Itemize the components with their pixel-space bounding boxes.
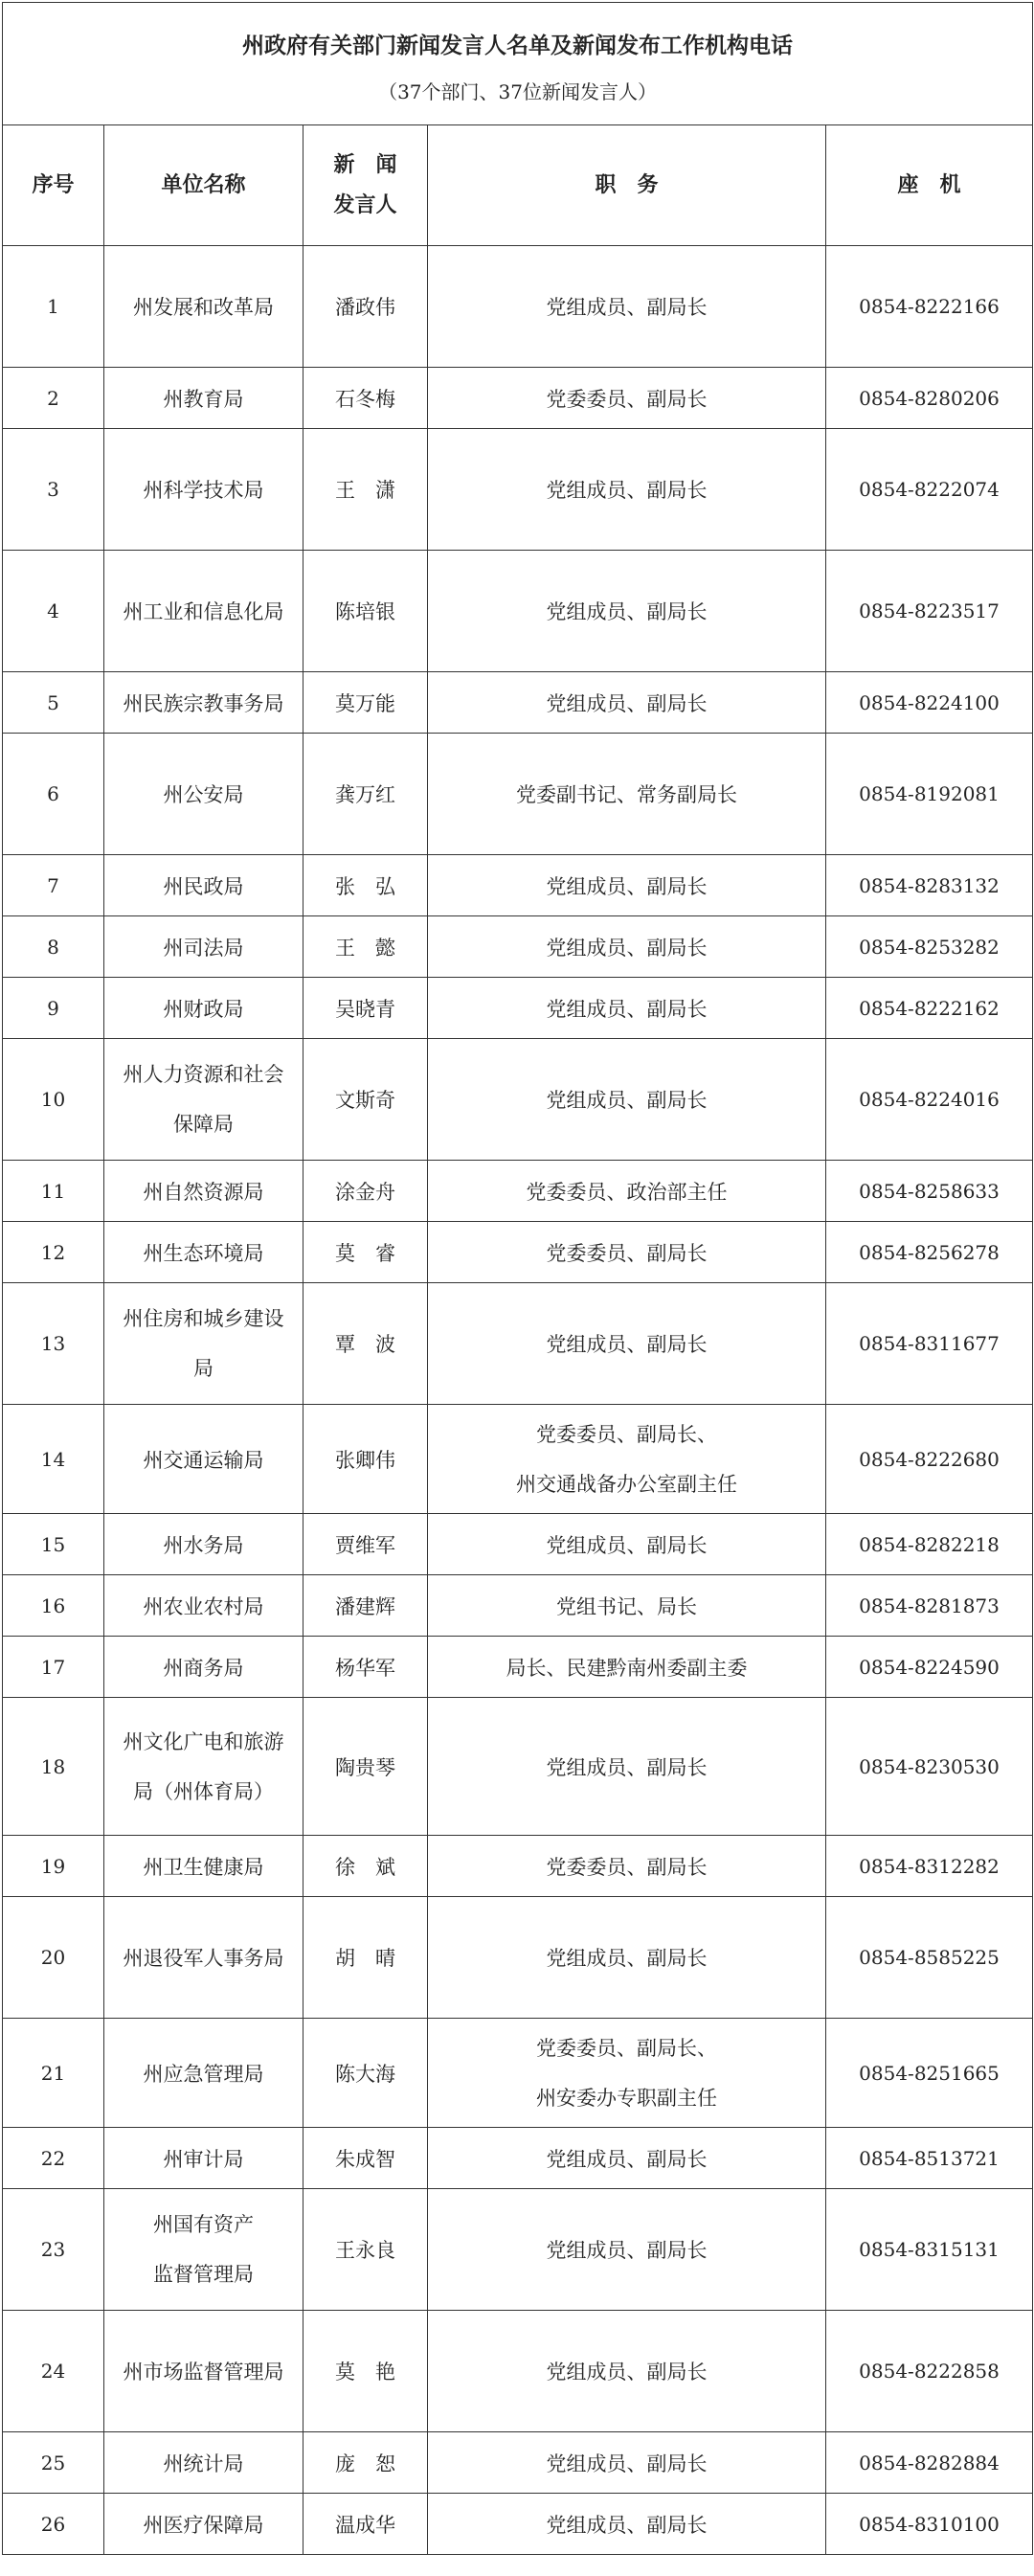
row-spokesperson: 莫 艳 xyxy=(303,2311,428,2432)
row-spokesperson: 张 弘 xyxy=(303,855,428,916)
row-index: 11 xyxy=(3,1161,104,1222)
row-phone: 0854-8258633 xyxy=(826,1161,1033,1222)
table-row xyxy=(3,2189,1033,2311)
row-position: 党组成员、副局长 xyxy=(428,429,826,551)
row-position-line: 州安委办专职副主任 xyxy=(536,2086,717,2110)
row-unit-line: 州人力资源和社会 xyxy=(123,1063,284,1086)
row-phone: 0854-8253282 xyxy=(826,916,1033,978)
row-spokesperson: 涂金舟 xyxy=(303,1161,428,1222)
row-index: 26 xyxy=(3,2494,104,2555)
row-phone: 0854-8280206 xyxy=(826,368,1033,429)
row-unit: 州交通运输局 xyxy=(104,1405,303,1514)
row-phone: 0854-8282884 xyxy=(826,2432,1033,2494)
header-index: 序号 xyxy=(3,125,104,246)
row-spokesperson: 陶贵琴 xyxy=(303,1698,428,1836)
table-row xyxy=(3,429,1033,551)
row-position: 党委委员、政治部主任 xyxy=(428,1161,826,1222)
row-position: 党组成员、副局长 xyxy=(428,2189,826,2311)
title-row xyxy=(3,3,1033,125)
row-index: 6 xyxy=(3,734,104,855)
table-row xyxy=(3,2311,1033,2432)
row-unit xyxy=(104,2189,303,2311)
row-index: 20 xyxy=(3,1897,104,2019)
row-position-line: 党委委员、副局长、 xyxy=(536,2036,717,2060)
table-row xyxy=(3,1283,1033,1405)
row-unit: 州水务局 xyxy=(104,1514,303,1575)
row-unit-line: 监督管理局 xyxy=(153,2263,254,2286)
table-row xyxy=(3,1405,1033,1514)
row-phone: 0854-8310100 xyxy=(826,2494,1033,2555)
row-index: 2 xyxy=(3,368,104,429)
row-spokesperson: 莫 睿 xyxy=(303,1222,428,1283)
row-unit: 州应急管理局 xyxy=(104,2019,303,2128)
row-position xyxy=(428,1405,826,1514)
row-spokesperson: 温成华 xyxy=(303,2494,428,2555)
row-position-line: 州交通战备办公室副主任 xyxy=(516,1472,737,1496)
row-spokesperson: 陈培银 xyxy=(303,551,428,672)
row-phone: 0854-8192081 xyxy=(826,734,1033,855)
row-index: 24 xyxy=(3,2311,104,2432)
row-unit xyxy=(104,1283,303,1405)
row-phone: 0854-8222166 xyxy=(826,246,1033,368)
row-position: 党委副书记、常务副局长 xyxy=(428,734,826,855)
row-index: 25 xyxy=(3,2432,104,2494)
table-row xyxy=(3,246,1033,368)
row-phone: 0854-8222680 xyxy=(826,1405,1033,1514)
row-spokesperson: 文斯奇 xyxy=(303,1039,428,1161)
row-unit: 州生态环境局 xyxy=(104,1222,303,1283)
row-unit: 州发展和改革局 xyxy=(104,246,303,368)
row-phone: 0854-8223517 xyxy=(826,551,1033,672)
row-unit: 州医疗保障局 xyxy=(104,2494,303,2555)
row-position-line: 党委委员、副局长、 xyxy=(536,1422,717,1446)
row-index: 16 xyxy=(3,1575,104,1637)
table-row xyxy=(3,1514,1033,1575)
row-index: 17 xyxy=(3,1637,104,1698)
row-unit: 州自然资源局 xyxy=(104,1161,303,1222)
row-position xyxy=(428,2019,826,2128)
row-index: 3 xyxy=(3,429,104,551)
row-phone: 0854-8224590 xyxy=(826,1637,1033,1698)
row-unit-line: 保障局 xyxy=(173,1113,234,1136)
row-unit: 州退役军人事务局 xyxy=(104,1897,303,2019)
table-row xyxy=(3,2019,1033,2128)
row-spokesperson: 吴晓青 xyxy=(303,978,428,1039)
row-spokesperson: 潘建辉 xyxy=(303,1575,428,1637)
row-phone: 0854-8283132 xyxy=(826,855,1033,916)
row-phone: 0854-8311677 xyxy=(826,1283,1033,1405)
table-row xyxy=(3,1637,1033,1698)
table-row xyxy=(3,2432,1033,2494)
row-position: 党组成员、副局长 xyxy=(428,551,826,672)
row-position: 党委委员、副局长 xyxy=(428,1222,826,1283)
row-index: 12 xyxy=(3,1222,104,1283)
row-position: 局长、民建黔南州委副主委 xyxy=(428,1637,826,1698)
row-spokesperson: 陈大海 xyxy=(303,2019,428,2128)
row-position: 党组成员、副局长 xyxy=(428,2494,826,2555)
row-unit: 州司法局 xyxy=(104,916,303,978)
row-unit: 州工业和信息化局 xyxy=(104,551,303,672)
row-spokesperson: 王 潇 xyxy=(303,429,428,551)
table-title: 州政府有关部门新闻发言人名单及新闻发布工作机构电话 xyxy=(242,33,794,58)
header-row xyxy=(3,125,1033,246)
row-unit-line: 州文化广电和旅游 xyxy=(123,1729,284,1753)
table-row xyxy=(3,978,1033,1039)
table-row xyxy=(3,1222,1033,1283)
row-index: 22 xyxy=(3,2128,104,2189)
row-unit: 州商务局 xyxy=(104,1637,303,1698)
row-spokesperson: 贾维军 xyxy=(303,1514,428,1575)
row-index: 4 xyxy=(3,551,104,672)
row-spokesperson: 朱成智 xyxy=(303,2128,428,2189)
row-index: 19 xyxy=(3,1836,104,1897)
row-unit-line: 州住房和城乡建设 xyxy=(123,1307,284,1330)
header-spokesperson xyxy=(303,125,428,246)
row-unit: 州民政局 xyxy=(104,855,303,916)
row-index: 18 xyxy=(3,1698,104,1836)
table-row xyxy=(3,1161,1033,1222)
row-unit: 州农业农村局 xyxy=(104,1575,303,1637)
table-row xyxy=(3,1039,1033,1161)
row-position: 党委委员、副局长 xyxy=(428,1836,826,1897)
row-index: 23 xyxy=(3,2189,104,2311)
row-position: 党组成员、副局长 xyxy=(428,916,826,978)
table-row xyxy=(3,672,1033,734)
row-position: 党组成员、副局长 xyxy=(428,246,826,368)
row-index: 21 xyxy=(3,2019,104,2128)
row-spokesperson: 胡 晴 xyxy=(303,1897,428,2019)
row-position: 党组成员、副局长 xyxy=(428,1039,826,1161)
row-spokesperson: 覃 波 xyxy=(303,1283,428,1405)
row-position: 党组成员、副局长 xyxy=(428,2432,826,2494)
table-row xyxy=(3,1897,1033,2019)
header-position: 职 务 xyxy=(428,125,826,246)
row-unit: 州统计局 xyxy=(104,2432,303,2494)
table-row xyxy=(3,1698,1033,1836)
row-unit-line: 局（州体育局） xyxy=(133,1779,274,1803)
row-spokesperson: 龚万红 xyxy=(303,734,428,855)
row-position: 党组成员、副局长 xyxy=(428,1698,826,1836)
row-phone: 0854-8251665 xyxy=(826,2019,1033,2128)
table-row xyxy=(3,1836,1033,1897)
row-phone: 0854-8312282 xyxy=(826,1836,1033,1897)
row-phone: 0854-8315131 xyxy=(826,2189,1033,2311)
row-spokesperson: 王永良 xyxy=(303,2189,428,2311)
row-index: 14 xyxy=(3,1405,104,1514)
table-row xyxy=(3,734,1033,855)
row-position: 党组成员、副局长 xyxy=(428,1283,826,1405)
row-phone: 0854-8513721 xyxy=(826,2128,1033,2189)
header-phone: 座 机 xyxy=(826,125,1033,246)
table-row xyxy=(3,855,1033,916)
row-unit: 州民族宗教事务局 xyxy=(104,672,303,734)
row-position: 党组成员、副局长 xyxy=(428,978,826,1039)
row-phone: 0854-8585225 xyxy=(826,1897,1033,2019)
row-phone: 0854-8222858 xyxy=(826,2311,1033,2432)
row-unit-line: 局 xyxy=(193,1357,214,1380)
row-index: 10 xyxy=(3,1039,104,1161)
row-phone: 0854-8224100 xyxy=(826,672,1033,734)
row-phone: 0854-8256278 xyxy=(826,1222,1033,1283)
row-spokesperson: 张卿伟 xyxy=(303,1405,428,1514)
row-spokesperson: 庞 恕 xyxy=(303,2432,428,2494)
row-position: 党委委员、副局长 xyxy=(428,368,826,429)
row-unit: 州科学技术局 xyxy=(104,429,303,551)
row-spokesperson: 杨华军 xyxy=(303,1637,428,1698)
row-spokesperson: 王 懿 xyxy=(303,916,428,978)
row-unit xyxy=(104,1039,303,1161)
table-subtitle: （37个部门、37位新闻发言人） xyxy=(378,79,657,103)
row-unit: 州财政局 xyxy=(104,978,303,1039)
table-row xyxy=(3,2128,1033,2189)
header-unit: 单位名称 xyxy=(104,125,303,246)
row-spokesperson: 莫万能 xyxy=(303,672,428,734)
row-spokesperson: 石冬梅 xyxy=(303,368,428,429)
row-spokesperson: 徐 斌 xyxy=(303,1836,428,1897)
row-phone: 0854-8282218 xyxy=(826,1514,1033,1575)
row-index: 9 xyxy=(3,978,104,1039)
row-spokesperson: 潘政伟 xyxy=(303,246,428,368)
row-unit-line: 州国有资产 xyxy=(153,2213,254,2236)
row-index: 8 xyxy=(3,916,104,978)
row-unit xyxy=(104,1698,303,1836)
row-index: 13 xyxy=(3,1283,104,1405)
table-row xyxy=(3,368,1033,429)
row-position: 党组书记、局长 xyxy=(428,1575,826,1637)
row-phone: 0854-8281873 xyxy=(826,1575,1033,1637)
title-cell xyxy=(3,3,1033,125)
row-unit: 州审计局 xyxy=(104,2128,303,2189)
row-phone: 0854-8230530 xyxy=(826,1698,1033,1836)
row-unit: 州教育局 xyxy=(104,368,303,429)
row-phone: 0854-8224016 xyxy=(826,1039,1033,1161)
row-position: 党组成员、副局长 xyxy=(428,1897,826,2019)
table-row xyxy=(3,551,1033,672)
row-position: 党组成员、副局长 xyxy=(428,2311,826,2432)
spokesperson-table xyxy=(2,2,1033,2555)
row-unit: 州卫生健康局 xyxy=(104,1836,303,1897)
row-unit: 州公安局 xyxy=(104,734,303,855)
row-index: 1 xyxy=(3,246,104,368)
row-index: 5 xyxy=(3,672,104,734)
header-spokesperson-line2: 发言人 xyxy=(333,192,397,217)
row-position: 党组成员、副局长 xyxy=(428,1514,826,1575)
table-row xyxy=(3,1575,1033,1637)
table-row xyxy=(3,916,1033,978)
row-phone: 0854-8222162 xyxy=(826,978,1033,1039)
row-phone: 0854-8222074 xyxy=(826,429,1033,551)
row-position: 党组成员、副局长 xyxy=(428,2128,826,2189)
row-position: 党组成员、副局长 xyxy=(428,855,826,916)
row-unit: 州市场监督管理局 xyxy=(104,2311,303,2432)
row-position: 党组成员、副局长 xyxy=(428,672,826,734)
header-spokesperson-line1: 新 闻 xyxy=(333,152,397,177)
row-index: 7 xyxy=(3,855,104,916)
row-index: 15 xyxy=(3,1514,104,1575)
table-row xyxy=(3,2494,1033,2555)
